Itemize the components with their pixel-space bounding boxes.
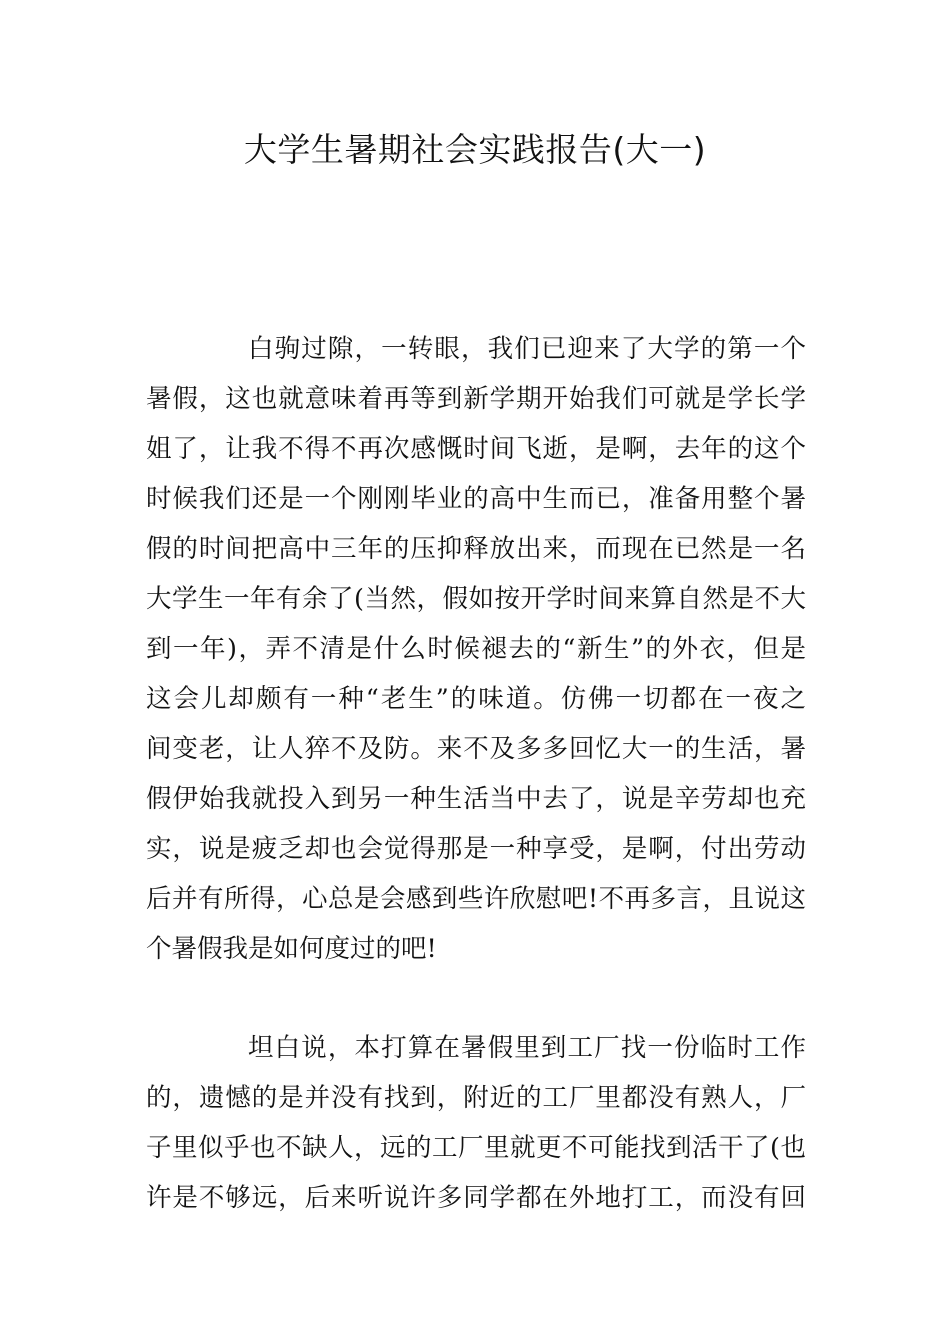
- document-title: 大学生暑期社会实践报告(大一): [243, 130, 707, 169]
- paragraph-line: 坦白说，本打算在暑假里到工厂找一份临时工作: [248, 1033, 806, 1063]
- paragraph-line: 这会儿却颇有一种“老生”的味道。仿佛一切都在一夜之: [146, 684, 806, 714]
- paragraph-line: 子里似乎也不缺人，远的工厂里就更不可能找到活干了(也: [146, 1133, 806, 1163]
- paragraph-line: 大学生一年有余了(当然，假如按开学时间来算自然是不大: [146, 584, 806, 614]
- paragraph-line: 暑假，这也就意味着再等到新学期开始我们可就是学长学: [146, 384, 806, 414]
- paragraph-line: 假的时间把高中三年的压抑释放出来，而现在已然是一名: [146, 534, 806, 564]
- paragraph-line: 后并有所得，心总是会感到些许欣慰吧!不再多言，且说这: [146, 884, 806, 914]
- paragraph-line: 的，遗憾的是并没有找到，附近的工厂里都没有熟人，厂: [146, 1083, 806, 1113]
- paragraph-line: 间变老，让人猝不及防。来不及多多回忆大一的生活，暑: [146, 734, 806, 764]
- paragraph-line: 姐了，让我不得不再次感慨时间飞逝，是啊，去年的这个: [146, 434, 806, 464]
- paragraph-line: 许是不够远，后来听说许多同学都在外地打工，而没有回: [146, 1183, 806, 1213]
- paragraph-1: [146, 324, 806, 974]
- paragraph-line: 白驹过隙，一转眼，我们已迎来了大学的第一个: [248, 334, 806, 364]
- paragraph-line: 到一年)，弄不清是什么时候褪去的“新生”的外衣，但是: [146, 634, 806, 664]
- paragraph-line: 时候我们还是一个刚刚毕业的高中生而已，准备用整个暑: [146, 484, 806, 514]
- paragraph-line: 假伊始我就投入到另一种生活当中去了，说是辛劳却也充: [146, 784, 806, 814]
- paragraph-line: 实，说是疲乏却也会觉得那是一种享受，是啊，付出劳动: [146, 834, 806, 864]
- paragraph-line: 个暑假我是如何度过的吧!: [146, 934, 437, 964]
- paragraph-2: [146, 1023, 806, 1223]
